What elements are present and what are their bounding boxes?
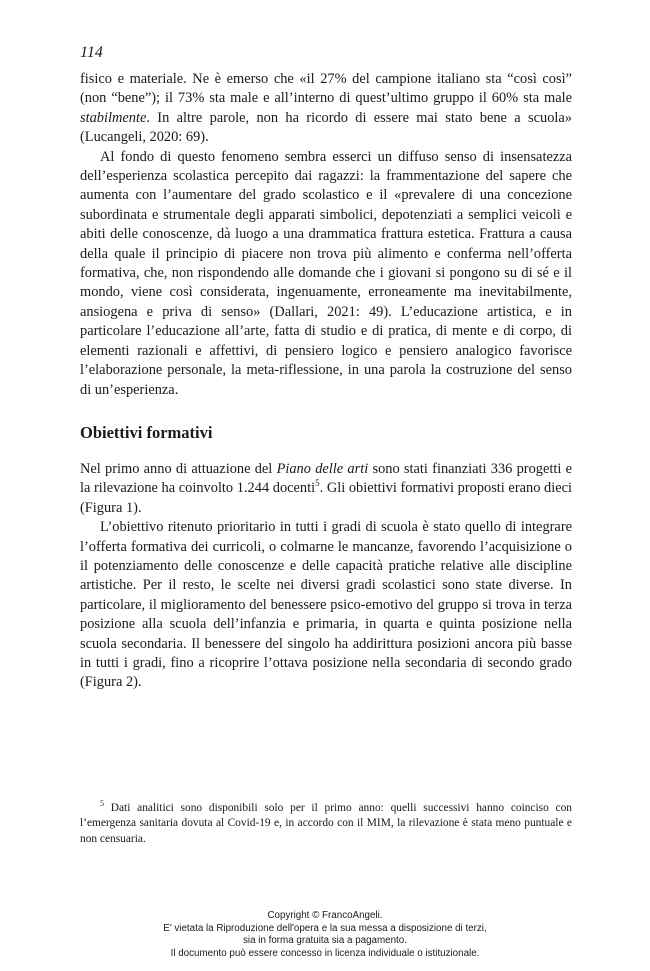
paragraph-objectives-2: L’obiettivo ritenuto prioritario in tutti i gradi di scuola è stato quello di integrare l’offerta formativa dei curricoli, o colmarne le mancanze, favorendo l’acquisizione o il potenziamento delle conoscenze e delle capacità pratiche relative alle discipline artistiche. Per il resto, le scelte nei diversi gradi scolastici sono state diverse. In particolare, il miglioramento del benessere psico-emotivo del gruppo si trova in terza posizione alla scuola dell’infanzia e primaria, in quarta e quinta posizione nella scuola secondaria. Il benessere del singolo ha addirittura posizioni ancora più basse in tutti i gradi, fino a ricoprire l’ottava posizione nella secondaria di secondo grado (Figura 2). (80, 519, 572, 691)
footnote-reference: 5 (315, 478, 320, 489)
paragraph-objectives-1-text-c: . Gli obiettivi formativi proposti erano dieci (Figura 1). (80, 480, 572, 516)
copyright-line-3: sia in forma gratuita sia a pagamento. (243, 935, 407, 947)
paragraph-intro-1-text-a: fisico e materiale. Ne è emerso che «il 27% del campione italiano sta “così così” (non “bene”); il 73% sta male e all’interno di quest’ultimo gruppo il 60% sta male (80, 71, 572, 107)
paragraph-objectives-1-text-b: sono stati finanziati 336 progetti e la rilevazione ha coinvolto 1.244 docenti (80, 461, 573, 497)
paragraph-intro-1-text-b: . In altre parole, non ha ricordo di essere mai stato bene a scuola» (Lucangeli, 2020: 69). (80, 109, 572, 146)
paragraph-intro-1-emphasis: stabilmente (80, 109, 147, 126)
page-number: 114 (80, 44, 103, 61)
section-heading: Obiettivi formativi (80, 423, 213, 442)
paragraph-objectives-1-text-a: Nel primo anno di attuazione del (80, 461, 277, 477)
paragraph-intro-2: Al fondo di questo fenomeno sembra esserci un diffuso senso di insensatezza dell’esperienza scolastica percepito dai ragazzi: la frammentazione del sapere che aumenta con l’aumentare del grado scolastico e il «prevalere di una concezione subordinata e strumentale degli apparati simbolici, depotenziati a semplici veicoli e abiti delle conoscenze, dà luogo a una drammatica frattura estetica. Frattura a causa della quale il principio di piacere non trova più alimento e conferma nell’offerta formativa, che, non rispondendo alle domande che i giovani si pongono su di sé e il mondo, viene così considerata, ingenuamente, erroneamente ma inevitabilmente, ansiogena e priva di senso» (Dallari, 2021: 49). L’educazione artistica, e in particolare l’educazione all’arte, fatta di studio e di pratica, di mente e di corpo, di elementi razionali e affettivi, di pensiero logico e pensiero analogico favorisce l’elaborazione personale, la meta-riflessione, in una parola la costruzione del senso di un’esperienza. (80, 148, 572, 398)
footnote (80, 801, 572, 847)
paragraph-objectives-1-emphasis: Piano delle arti (276, 461, 369, 477)
paragraph-intro-1 (80, 70, 572, 148)
copyright-line-1: Copyright © FrancoAngeli. (267, 910, 383, 921)
body-section-intro (80, 70, 572, 400)
footnote-mark: 5 (100, 799, 104, 809)
paragraph-objectives-1 (80, 460, 572, 518)
footnote-text: Dati analitici sono disponibili solo per il primo anno: quelli successivi hanno coinciso con l’emergenza sanitaria dovuta al Covid-19 e, in accordo con il MIM, la rilevazione è stata meno puntuale e non censuaria. (80, 802, 572, 845)
copyright-line-2: E' vietata la Riproduzione dell'opera e la sua messa a disposizione di terzi, (163, 922, 487, 934)
copyright-notice (0, 910, 650, 960)
copyright-line-4: Il documento può essere concesso in licenza individuale o istituzionale. (170, 947, 480, 959)
body-section-objectives (80, 460, 572, 693)
